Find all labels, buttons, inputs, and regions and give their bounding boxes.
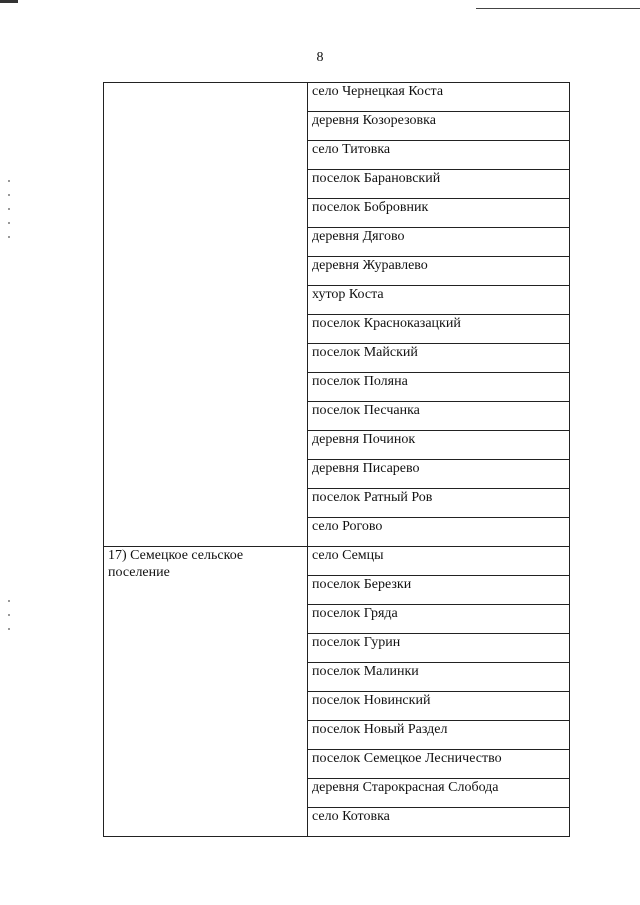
settlement-cell: хутор Коста [308,286,570,315]
settlement-cell: поселок Новинский [308,692,570,721]
settlement-cell: деревня Дягово [308,228,570,257]
scan-artifact-dots [8,180,10,250]
settlement-cell: деревня Старокрасная Слобода [308,779,570,808]
settlement-cell: поселок Краснoказацкий [308,315,570,344]
settlement-cell: село Чернецкая Коста [308,83,570,112]
settlement-cell: поселок Поляна [308,373,570,402]
settlement-cell: село Титовка [308,141,570,170]
settlement-cell: поселок Гурин [308,634,570,663]
table-row [104,83,570,112]
settlement-cell: поселок Ратный Ров [308,489,570,518]
settlement-cell: деревня Журавлево [308,257,570,286]
scan-artifact-line [476,8,640,9]
settlement-cell: поселок Майский [308,344,570,373]
settlement-cell: поселок Малинки [308,663,570,692]
settlement-cell: поселок Бобровник [308,199,570,228]
settlements-table-body [104,83,570,837]
table-row [104,547,570,576]
settlements-table [103,82,570,837]
settlement-cell: село Котовка [308,808,570,837]
settlement-cell: поселок Гряда [308,605,570,634]
settlement-cell: село Рогово [308,518,570,547]
municipality-cell: 17) Семецкое сельское поселение [104,547,308,837]
scan-artifact-mark [0,0,18,3]
settlement-cell: поселок Барановский [308,170,570,199]
municipality-cell [104,83,308,547]
scan-artifact-dots [8,600,10,640]
page-number: 8 [316,50,324,65]
settlement-cell: поселок Песчанка [308,402,570,431]
settlement-cell: деревня Козорезовка [308,112,570,141]
settlement-cell: поселок Семецкое Лесничество [308,750,570,779]
settlement-cell: деревня Починок [308,431,570,460]
settlement-cell: село Семцы [308,547,570,576]
settlement-cell: поселок Березки [308,576,570,605]
settlement-cell: поселок Новый Раздел [308,721,570,750]
settlement-cell: деревня Писарево [308,460,570,489]
